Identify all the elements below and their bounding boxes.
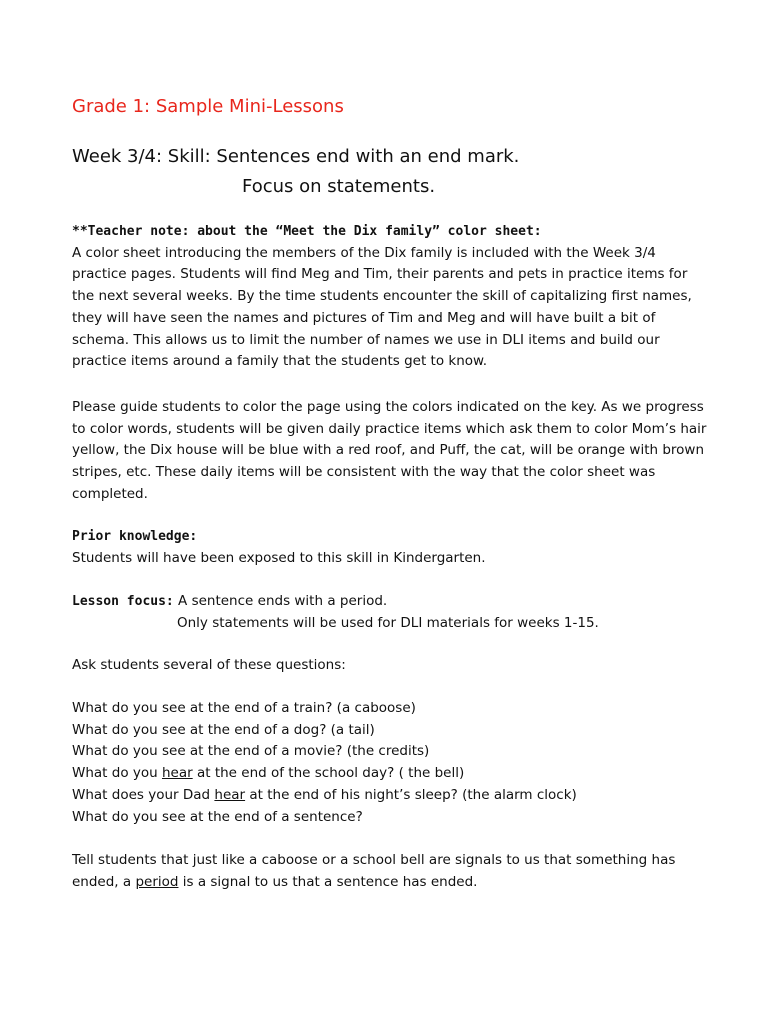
document-title: Grade 1: Sample Mini-Lessons [72, 96, 344, 117]
question-text: at the end of his night’s sleep? (the alarm clock) [245, 786, 577, 803]
prior-knowledge-heading: Prior knowledge: [72, 529, 198, 544]
underlined-word: period [135, 873, 179, 890]
closing-text: is a signal to us that a sentence has ended. [178, 873, 478, 890]
ask-section [72, 655, 712, 677]
teacher-note-paragraph: A color sheet introducing the members of the Dix family is included with the Week 3/4 practice pages. Students will find Meg and Tim, their parents and pets in practice items for the next several weeks. By the time students encounter the skill of capitalizing first names, they will have seen the names and pictures of Tim and Meg and will have built a bit of schema. This allows us to limit the number of names we use in DLI items and build our practice items around a family that the students get to know. [72, 244, 692, 370]
coloring-guidance-paragraph: Please guide students to color the page using the colors indicated on the key. As we progress to color words, students will be given daily practice items which ask them to color Mom’s hair yellow, the Dix house will be blue with a red roof, and Puff, the cat, will be orange with brown stripes, etc. These daily items will be consistent with the way that the color sheet was completed. [72, 399, 707, 502]
underlined-word: hear [161, 765, 193, 782]
teacher-note-heading: **Teacher note: about the “Meet the Dix family” color sheet: [72, 224, 542, 239]
lesson-focus-section [72, 591, 712, 634]
lesson-focus-text1: A sentence ends with a period. [173, 593, 388, 609]
lesson-focus-heading: Lesson focus: [72, 594, 174, 609]
question-item: What do you see at the end of a dog? (a tail) [72, 721, 375, 738]
closing-text: Tell students that just like a caboose or a school bell are signals to us that something has ended, a [72, 852, 676, 890]
ask-instruction: Ask students several of these questions: [72, 657, 346, 673]
question-item: What do you see at the end of a train? (a caboose) [72, 700, 416, 716]
prior-knowledge-section [72, 526, 712, 569]
focus-subheading: Focus on statements. [242, 176, 436, 197]
prior-knowledge-text: Students will have been exposed to this skill in Kindergarten. [72, 549, 486, 566]
week-skill-heading: Week 3/4: Skill: Sentences end with an end mark. [72, 146, 520, 167]
closing-section [72, 850, 712, 893]
questions-list [72, 698, 712, 828]
question-text: What do you [72, 765, 162, 782]
teacher-note-section [72, 221, 712, 373]
question-text: What does your Dad [72, 786, 215, 803]
closing-paragraph [72, 850, 712, 893]
lesson-focus-line2: Only statements will be used for DLI materials for weeks 1-15. [177, 614, 599, 631]
question-text: at the end of the school day? ( the bell) [192, 765, 465, 782]
coloring-guidance-section [72, 397, 712, 506]
underlined-word: hear [214, 786, 246, 803]
question-item: What do you see at the end of a sentence? [72, 808, 363, 825]
question-item [72, 763, 712, 785]
question-item: What do you see at the end of a movie? (the credits) [72, 743, 430, 760]
lesson-focus-line1 [72, 591, 712, 613]
question-item [72, 785, 712, 807]
